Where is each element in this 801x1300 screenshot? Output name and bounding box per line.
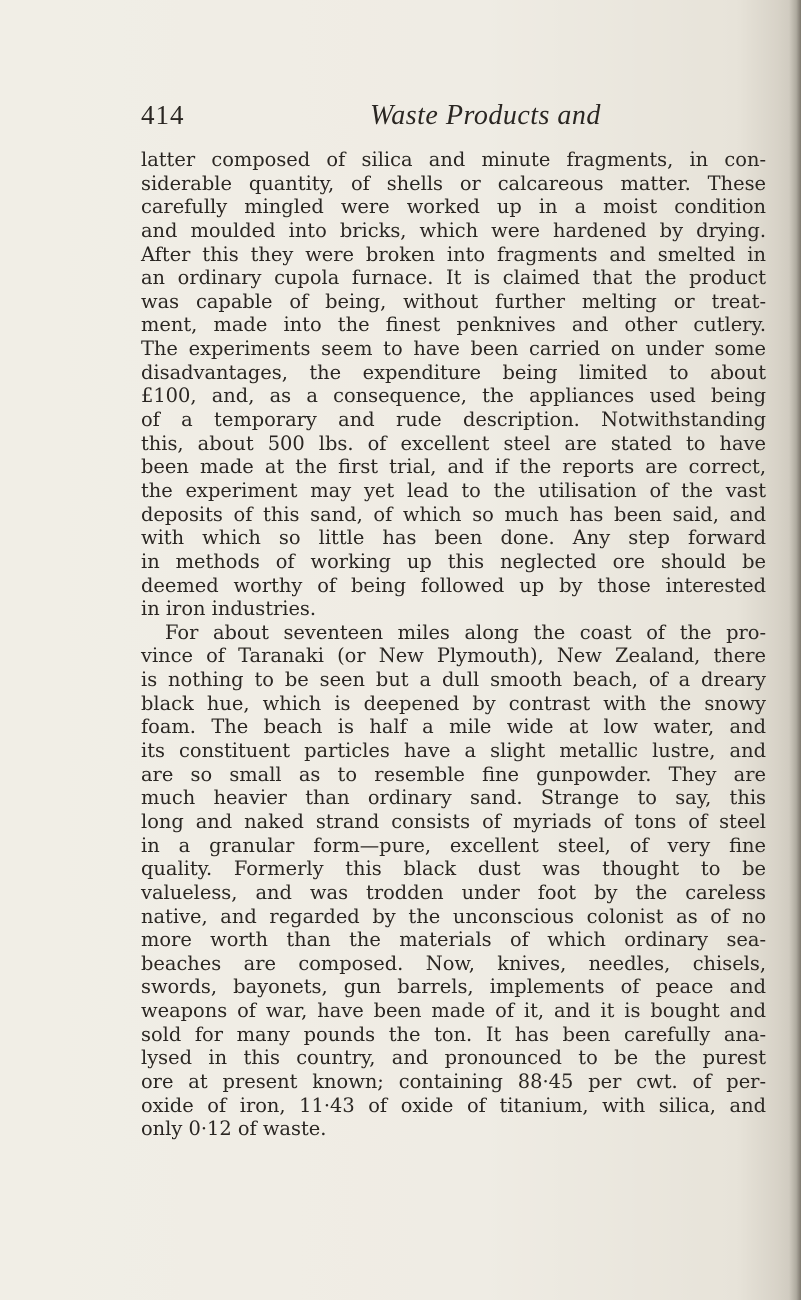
text-line: deposits of this sand, of which so much has been said, and: [141, 502, 766, 526]
text-line: was capable of being, without further melting or treat-: [141, 289, 766, 313]
text-line: lysed in this country, and pronounced to be the purest: [141, 1046, 766, 1070]
text-line: oxide of iron, 11·43 of oxide of titanium, with silica, and: [141, 1093, 766, 1117]
text-line: valueless, and was trodden under foot by the careless: [141, 880, 766, 904]
text-line: its constituent particles have a slight metallic lustre, and: [141, 739, 766, 763]
text-line: The experiments seem to have been carried on under some: [141, 337, 766, 361]
text-line: long and naked strand consists of myriads of tons of steel: [141, 809, 766, 833]
text-line: deemed worthy of being followed up by those interested: [141, 573, 766, 597]
body-text: [141, 148, 766, 1141]
text-line: and moulded into bricks, which were hardened by drying.: [141, 218, 766, 242]
text-line: native, and regarded by the unconscious colonist as of no: [141, 904, 766, 928]
text-line: After this they were broken into fragments and smelted in: [141, 242, 766, 266]
text-line: more worth than the materials of which ordinary sea-: [141, 928, 766, 952]
text-line: an ordinary cupola furnace. It is claimed that the product: [141, 266, 766, 290]
text-line: latter composed of silica and minute fragments, in con-: [141, 148, 766, 171]
text-line: quality. Formerly this black dust was thought to be: [141, 857, 766, 881]
text-line: £100, and, as a consequence, the appliances used being: [141, 384, 766, 408]
text-line: siderable quantity, of shells or calcareous matter. These: [141, 171, 766, 195]
text-line: the experiment may yet lead to the utilisation of the vast: [141, 478, 766, 502]
text-line: in a granular form—pure, excellent steel, of very fine: [141, 833, 766, 857]
text-line: with which so little has been done. Any step forward: [141, 526, 766, 550]
page-number: 414: [141, 100, 185, 130]
text-line: been made at the first trial, and if the reports are correct,: [141, 455, 766, 479]
text-line: disadvantages, the expenditure being limited to about: [141, 360, 766, 384]
text-line: in methods of working up this neglected ore should be: [141, 549, 766, 573]
text-line: of a temporary and rude description. Notwithstanding: [141, 408, 766, 432]
text-line: this, about 500 lbs. of excellent steel are stated to have: [141, 431, 766, 455]
paragraph-1: [141, 148, 766, 621]
text-line: carefully mingled were worked up in a moist condition: [141, 195, 766, 219]
text-line: much heavier than ordinary sand. Strange to say, this: [141, 786, 766, 810]
text-line: weapons of war, have been made of it, and it is bought and: [141, 999, 766, 1023]
text-line: are so small as to resemble fine gunpowder. They are: [141, 762, 766, 786]
text-line: black hue, which is deepened by contrast with the snowy: [141, 691, 766, 715]
page-header: [141, 100, 741, 140]
paragraph-2: [141, 621, 766, 1141]
text-line: in iron industries.: [141, 597, 317, 621]
page-edge-shadow: [789, 0, 801, 1300]
text-line: ore at present known; containing 88·45 per cwt. of per-: [141, 1069, 766, 1093]
text-line: only 0·12 of waste.: [141, 1117, 327, 1141]
running-head: Waste Products and: [370, 100, 601, 131]
text-line: swords, bayonets, gun barrels, implements of peace and: [141, 975, 766, 999]
text-line: beaches are composed. Now, knives, needles, chisels,: [141, 951, 766, 975]
text-line: ment, made into the finest penknives and other cutlery.: [141, 313, 766, 337]
text-line: foam. The beach is half a mile wide at low water, and: [141, 715, 766, 739]
text-line: For about seventeen miles along the coast of the pro-: [165, 620, 766, 644]
text-line: sold for many pounds the ton. It has been carefully ana-: [141, 1022, 766, 1046]
text-line: vince of Taranaki (or New Plymouth), New Zealand, there: [141, 644, 766, 668]
text-line: is nothing to be seen but a dull smooth beach, of a dreary: [141, 668, 766, 692]
